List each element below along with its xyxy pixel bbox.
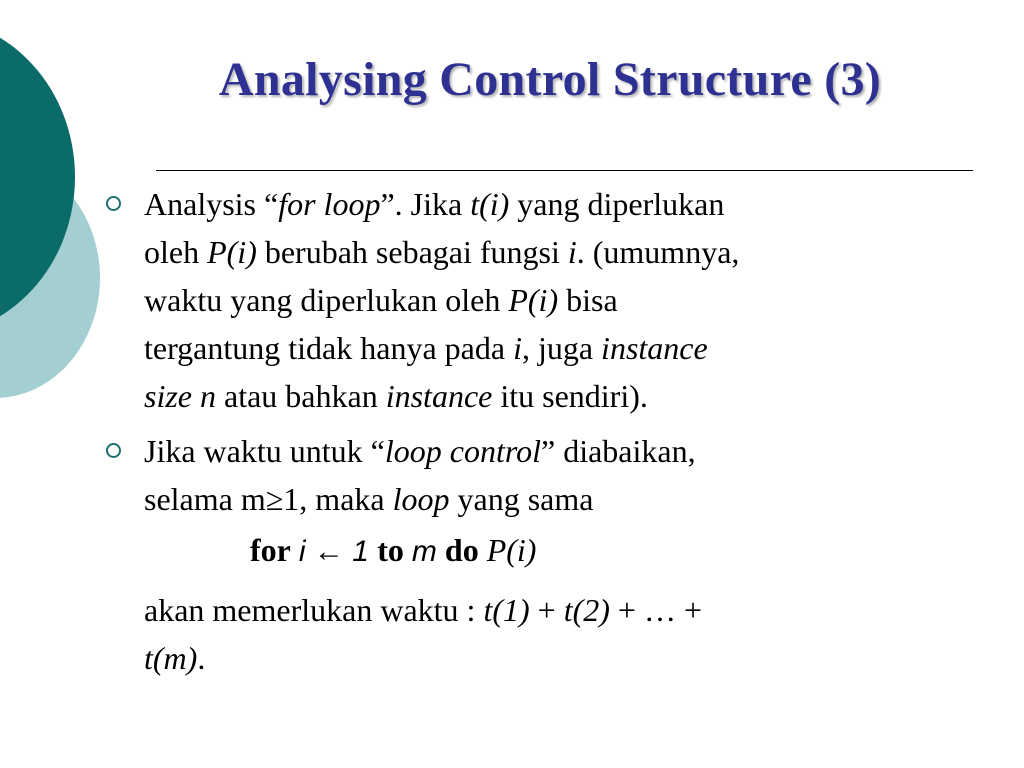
text-run-italic: i	[567, 234, 577, 270]
text-run: +	[529, 592, 564, 628]
hollow-circle-bullet-icon	[106, 196, 121, 211]
text-run-italic: instance	[601, 330, 708, 366]
text-run: bisa	[558, 282, 618, 318]
hollow-circle-bullet-icon	[106, 443, 121, 458]
slide-body	[102, 180, 982, 689]
text-run: .	[197, 640, 206, 676]
bullet-item-for-loop	[102, 180, 982, 420]
text-run: . (umumnya,	[576, 234, 740, 270]
text-run-italic: for loop	[278, 186, 381, 222]
text-run-italic: t(i)	[470, 186, 510, 222]
variable-i: i	[298, 535, 306, 568]
text-line	[144, 324, 982, 372]
text-run: yang diperlukan	[509, 186, 725, 222]
text-run: oleh	[144, 234, 208, 270]
variable-m: m	[411, 535, 437, 568]
text-run-italic: loop control	[384, 433, 541, 469]
text-run-italic: t(m)	[144, 640, 198, 676]
text-run-italic: size n	[144, 378, 216, 414]
text-run: atau bahkan	[216, 378, 386, 414]
text-line	[144, 427, 982, 475]
text-run: Jika waktu untuk “	[144, 433, 385, 469]
text-run-italic: instance	[385, 378, 493, 414]
keyword-to: to	[377, 532, 404, 568]
slide-title: Analysing Control Structure (3)	[218, 53, 882, 106]
text-line	[144, 475, 982, 523]
text-run: , juga	[521, 330, 602, 366]
text-run-italic: loop	[392, 481, 450, 517]
assignment-arrow: ← 1	[305, 535, 378, 568]
text-line	[144, 372, 982, 420]
text-run: + … +	[609, 592, 702, 628]
text-run: ” diabaikan,	[540, 433, 696, 469]
text-run-italic: P(i)	[207, 234, 257, 270]
text-line	[144, 228, 982, 276]
text-run-italic: t(1)	[483, 592, 530, 628]
text-run: akan memerlukan waktu :	[144, 592, 484, 628]
text-run-italic: i	[513, 330, 522, 366]
pseudocode-line	[144, 526, 982, 574]
text-run: Analysis “	[144, 186, 279, 222]
text-run-italic: t(2)	[563, 592, 610, 628]
text-run-italic: P(i)	[508, 282, 559, 318]
keyword-for: for	[250, 532, 291, 568]
text-line	[144, 634, 982, 682]
title-underline	[156, 170, 973, 171]
procedure-call: P(i)	[486, 532, 537, 568]
bullet-item-loop-control	[102, 427, 982, 682]
text-run: ”. Jika	[380, 186, 471, 222]
text-run: yang sama	[449, 481, 594, 517]
text-run: waktu yang diperlukan oleh	[144, 282, 509, 318]
text-run: itu sendiri).	[492, 378, 648, 414]
keyword-do: do	[444, 532, 479, 568]
text-line	[144, 180, 982, 228]
text-line	[144, 586, 982, 634]
text-run: selama m≥1, maka	[144, 481, 393, 517]
text-run: berubah sebagai fungsi	[256, 234, 568, 270]
text-line	[144, 276, 982, 324]
text-run: tergantung tidak hanya pada	[144, 330, 514, 366]
